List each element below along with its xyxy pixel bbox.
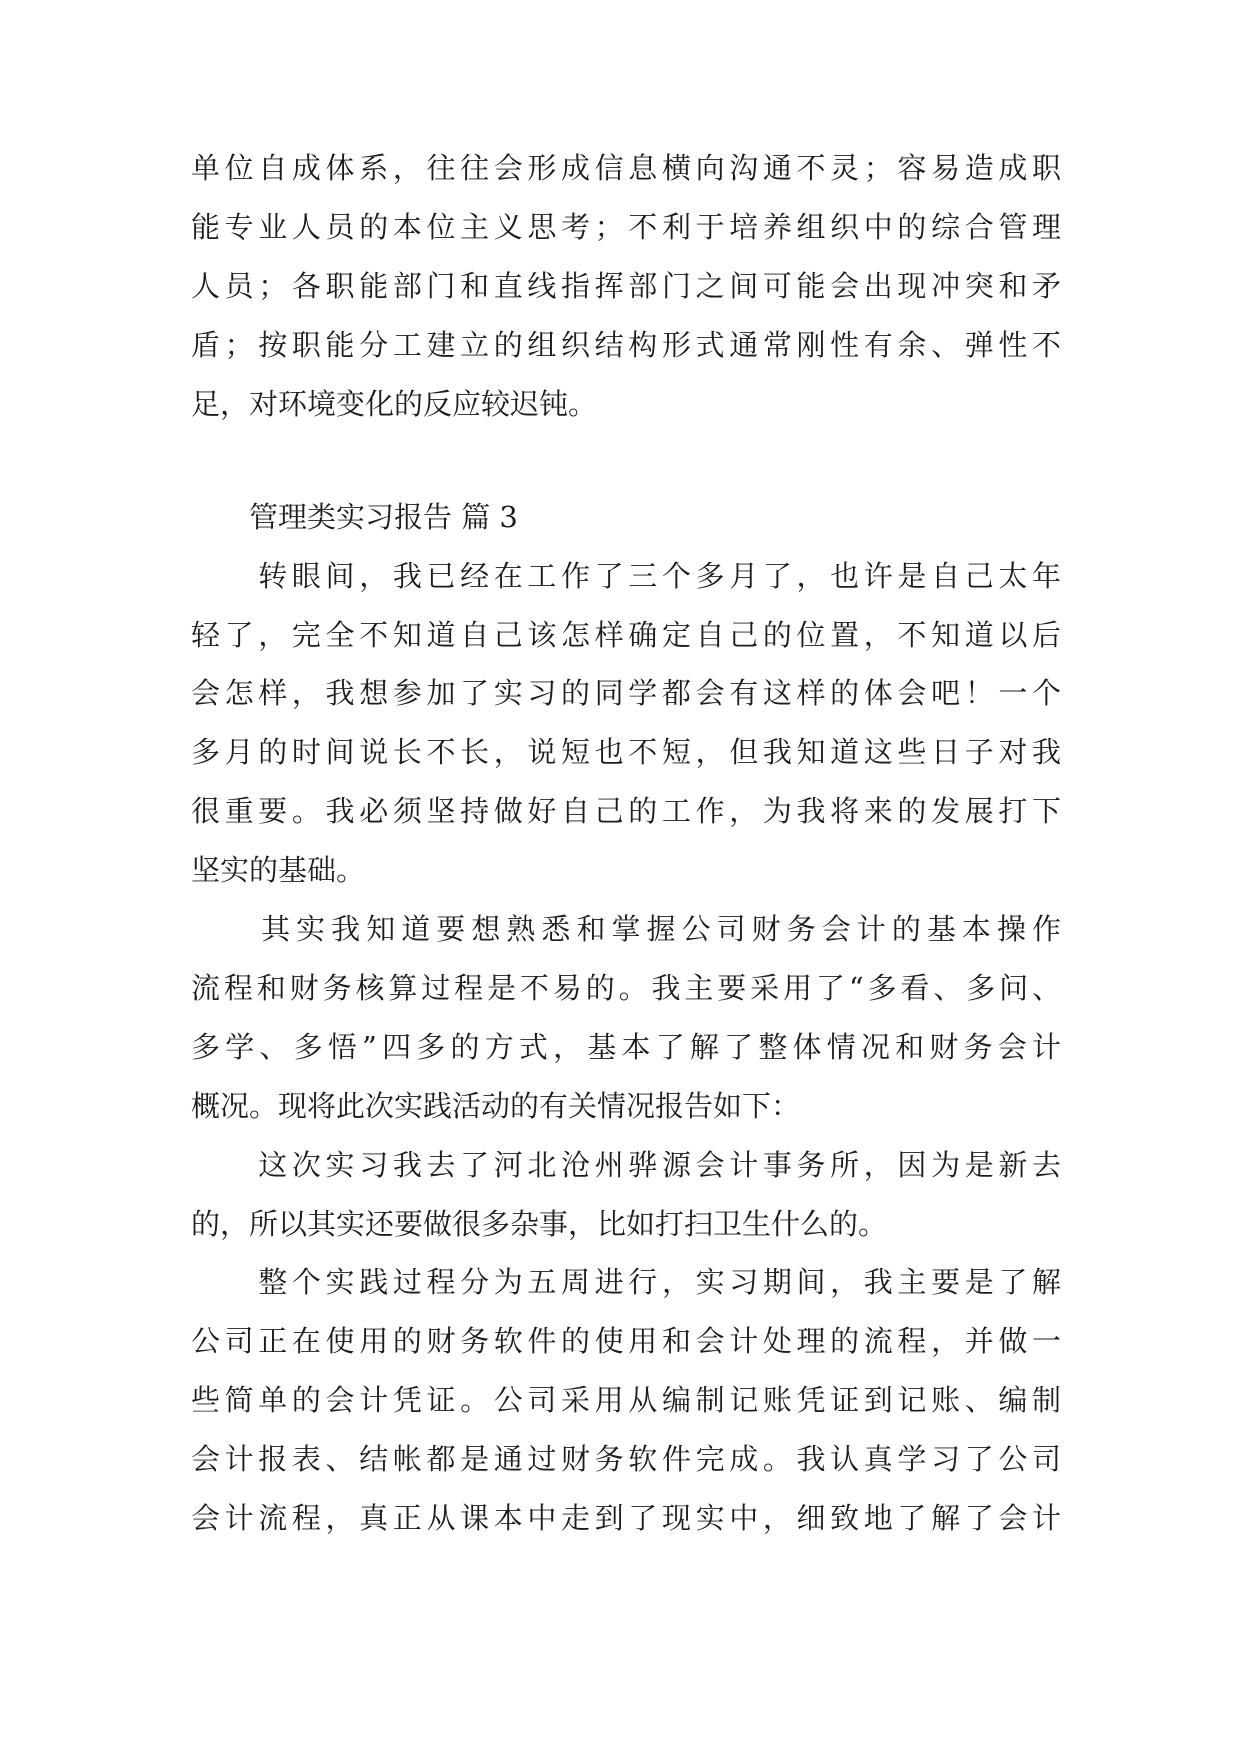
body-text-line: 多学、多悟”四多的方式，基本了解了整体情况和财务会计: [191, 1030, 1061, 1064]
body-text-line: 能专业人员的本位主义思考；不利于培养组织中的综合管理: [191, 210, 1061, 244]
body-text-line: 公司正在使用的财务软件的使用和会计处理的流程，并做一: [191, 1324, 1061, 1358]
body-text-line: 会怎样，我想参加了实习的同学都会有这样的体会吧！一个: [191, 676, 1061, 710]
body-text-line: 这次实习我去了河北沧州骅源会计事务所，因为是新去: [191, 1148, 1061, 1182]
body-text-line: 些简单的会计凭证。公司采用从编制记账凭证到记账、编制: [191, 1383, 1061, 1417]
body-text-line: 其实我知道要想熟悉和掌握公司财务会计的基本操作: [191, 912, 1061, 946]
body-text-line: 整个实践过程分为五周进行，实习期间，我主要是了解: [191, 1265, 1061, 1299]
body-text-line: 流程和财务核算过程是不易的。我主要采用了“多看、多问、: [191, 971, 1061, 1005]
body-text-line: 轻了，完全不知道自己该怎样确定自己的位置，不知道以后: [191, 618, 1061, 652]
body-text-line: 概况。现将此次实践活动的有关情况报告如下：: [191, 1089, 801, 1123]
body-text-line: 很重要。我必须坚持做好自己的工作，为我将来的发展打下: [191, 794, 1061, 828]
body-text-line: 人员；各职能部门和直线指挥部门之间可能会出现冲突和矛: [191, 269, 1061, 303]
body-text-line: 足，对环境变化的反应较迟钝。: [191, 387, 598, 421]
body-text-line: 多月的时间说长不长，说短也不短，但我知道这些日子对我: [191, 735, 1061, 769]
body-text-line: 会计流程，真正从课本中走到了现实中，细致地了解了会计: [191, 1501, 1061, 1535]
section-heading: 管理类实习报告 篇 3: [191, 500, 518, 534]
body-text-line: 盾；按职能分工建立的组织结构形式通常刚性有余、弹性不: [191, 328, 1061, 362]
body-text-line: 坚实的基础。: [191, 853, 366, 887]
body-text-line: 转眼间，我已经在工作了三个多月了，也许是自己太年: [191, 559, 1061, 593]
body-text-line: 的，所以其实还要做很多杂事，比如打扫卫生什么的。: [191, 1207, 888, 1241]
body-text-line: 会计报表、结帐都是通过财务软件完成。我认真学习了公司: [191, 1442, 1061, 1476]
body-text-line: 单位自成体系，往往会形成信息横向沟通不灵；容易造成职: [191, 151, 1061, 185]
